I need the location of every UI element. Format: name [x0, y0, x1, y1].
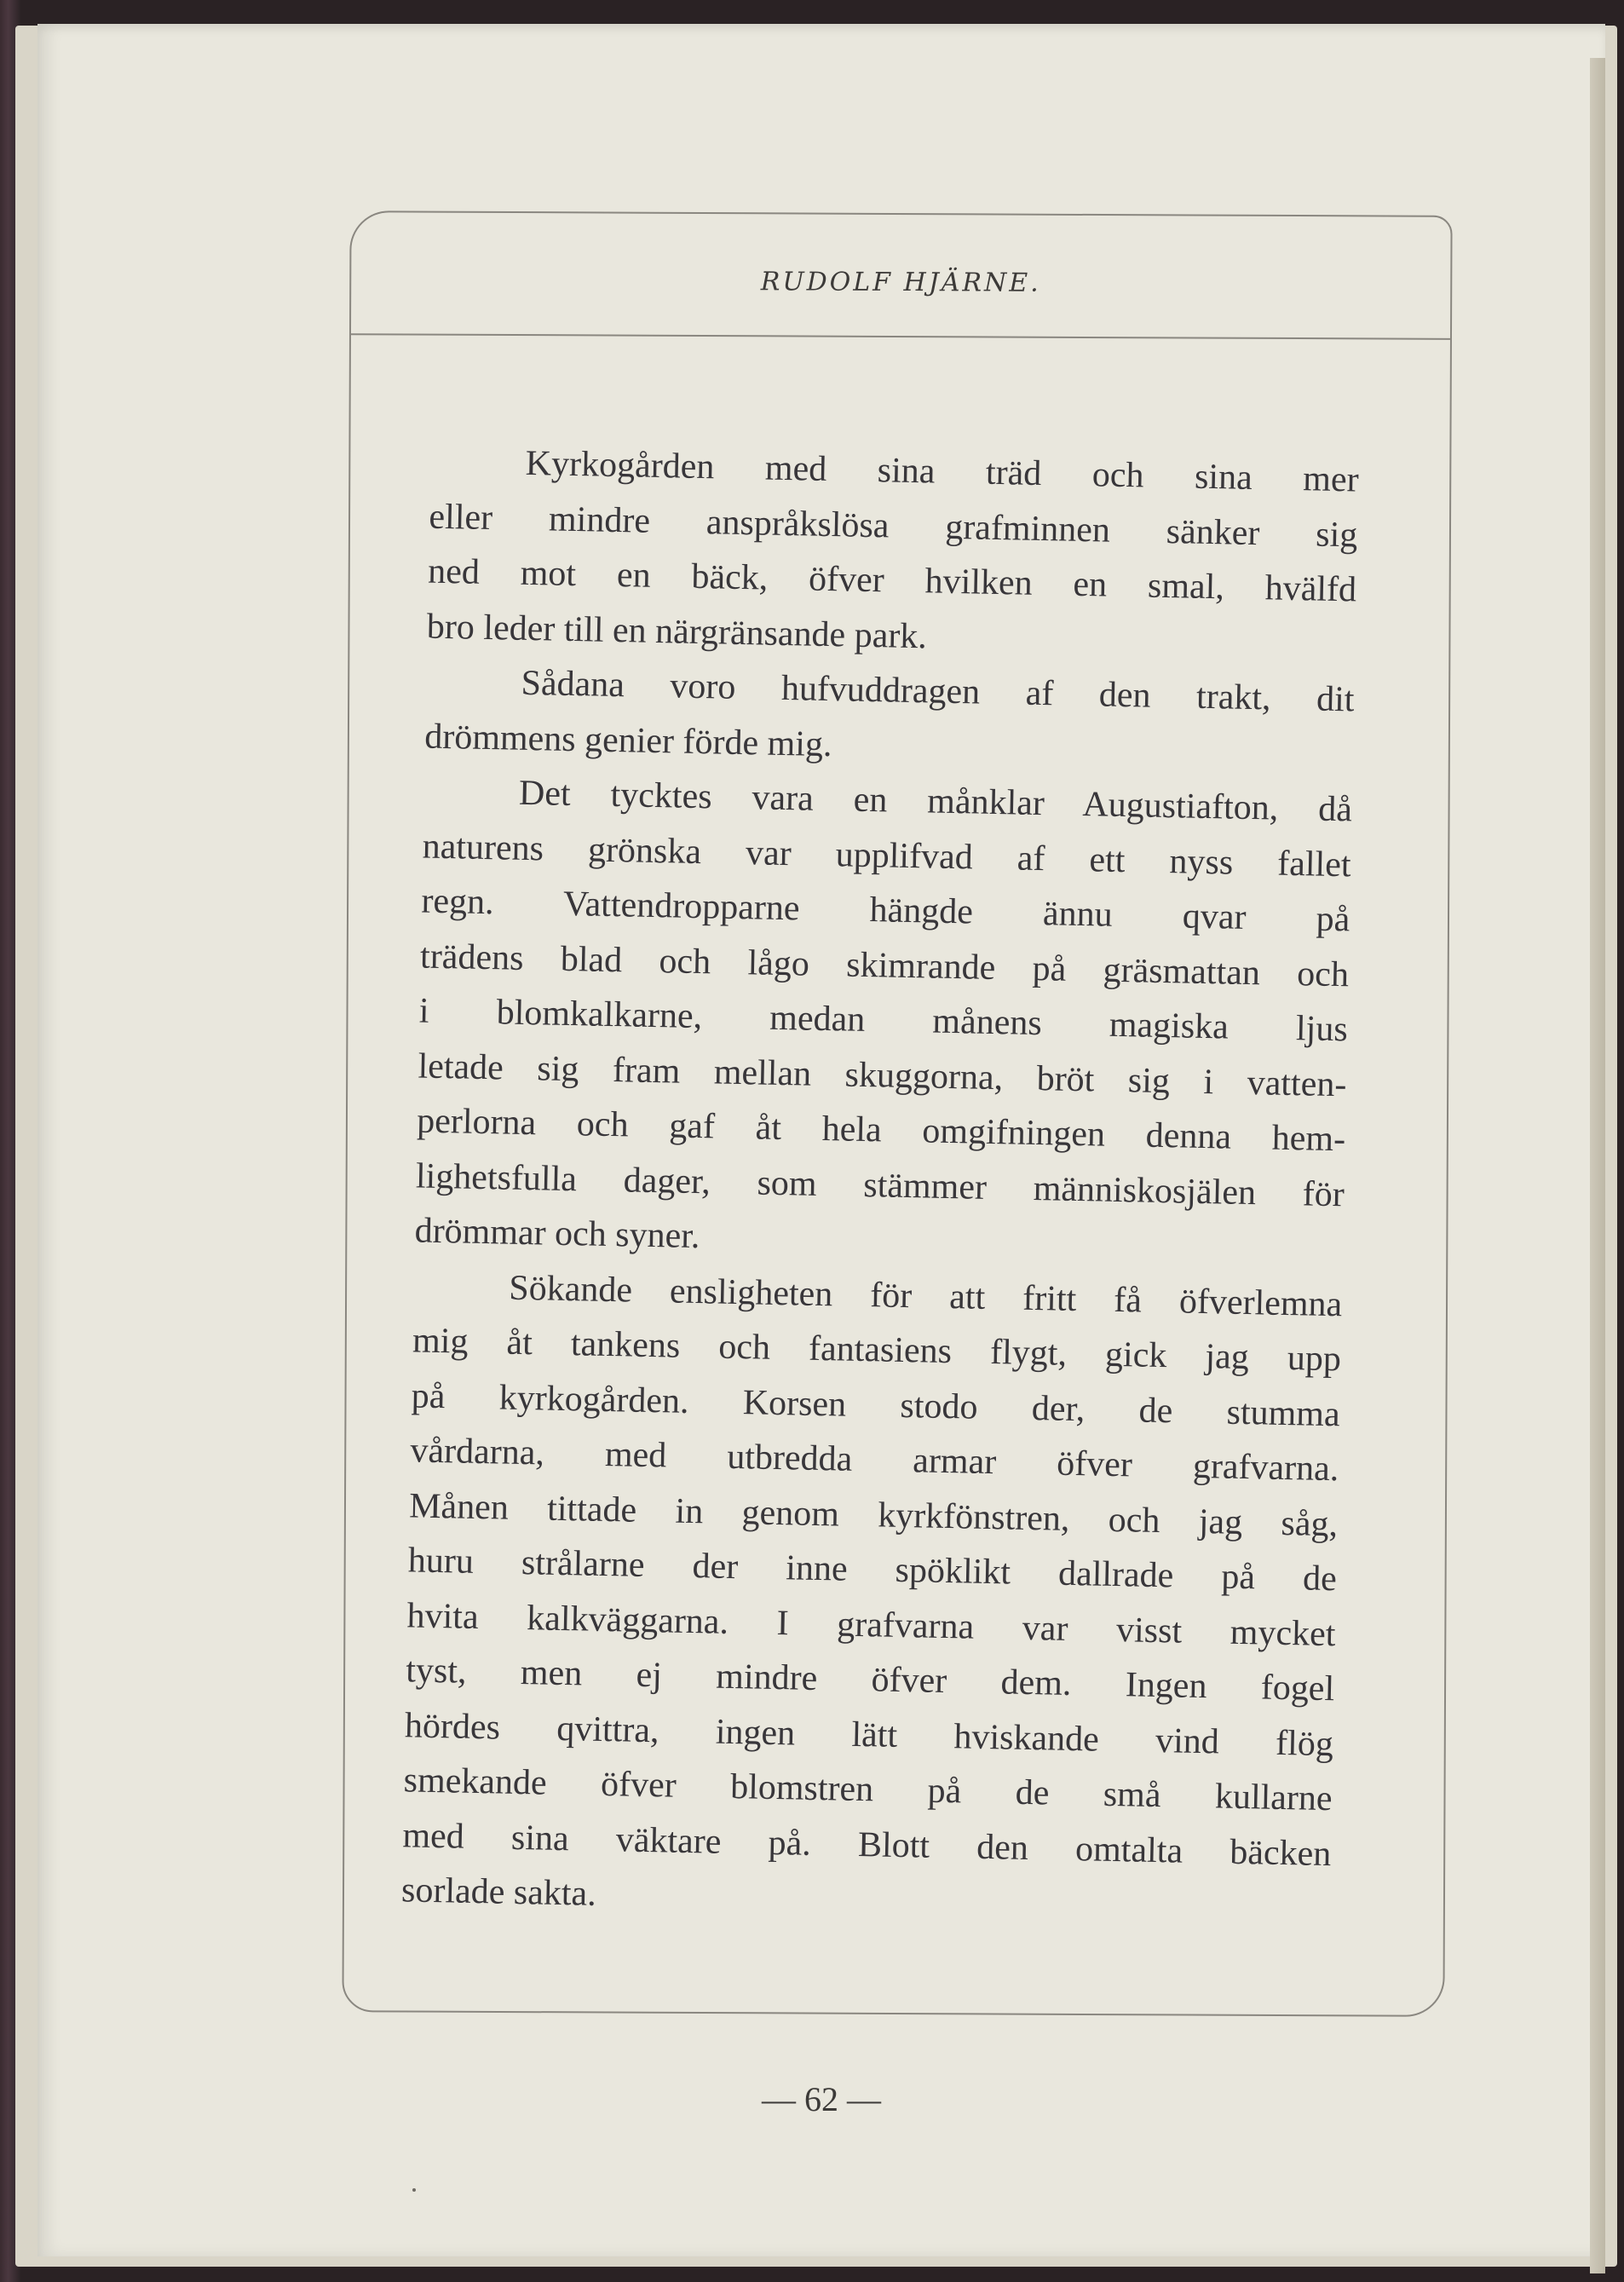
text-line: Månen tittade in genom kyrkfönstren, och jag såg, [408, 1485, 1339, 1544]
text-line: perlorna och gaf åt hela omgifningen denna hem- [416, 1101, 1346, 1160]
body-text [401, 435, 1360, 1937]
paragraph [414, 764, 1352, 1277]
text-line: Sådana voro hufvuddragen af den trakt, dit [521, 663, 1355, 720]
text-line: trädens blad och lågo skimrande på gräsmattan och [419, 936, 1350, 994]
paper-speck [412, 2188, 416, 2192]
text-line: på kyrkogården. Korsen stodo der, de stumma [411, 1375, 1341, 1434]
paragraph [401, 1259, 1343, 1937]
paragraph [426, 435, 1359, 673]
page-fore-edge [1590, 58, 1605, 2273]
text-line: eller mindre anspråkslösa grafminnen sänker sig [429, 497, 1358, 555]
page-number: — 62 — [762, 2080, 881, 2118]
text-line: sorlade sakta. [400, 1870, 597, 1914]
text-line: Kyrkogården med sina träd och sina mer [525, 443, 1360, 500]
page [37, 24, 1605, 2256]
text-line: hvita kalkväggarna. I grafvarna var visst mycket [406, 1595, 1336, 1654]
text-line: huru strålarne der inne spöklikt dallrade på de [407, 1541, 1338, 1599]
text-frame [342, 210, 1452, 2017]
text-line: naturens grönska var upplifvad af ett nyss fallet [422, 827, 1352, 885]
text-line: hördes qvittra, ingen lätt hviskande vind flög [404, 1705, 1334, 1764]
text-line: letade sig fram mellan skuggorna, bröt sig i vatten- [418, 1046, 1347, 1104]
text-line: drömmar och syner. [414, 1211, 700, 1257]
text-line: smekande öfver blomstren på de små kullarne [403, 1760, 1333, 1819]
text-line: regn. Vattendropparne hängde ännu qvar på [421, 881, 1350, 940]
running-head: RUDOLF HJÄRNE. [760, 267, 1041, 298]
text-line: Sökande ensligheten för att fritt få öfverlemna [508, 1268, 1343, 1324]
text-line: lighetsfulla dager, som stämmer människosjälen för [415, 1155, 1345, 1214]
header-rule [351, 333, 1450, 340]
text-line: i blomkalkarne, medan månens magiska ljus [418, 991, 1349, 1050]
paragraph [424, 654, 1355, 783]
text-line: med sina väktare på. Blott den omtalta bäcken [402, 1815, 1332, 1874]
text-line: vårdarna, med utbredda armar öfver grafvarna. [410, 1431, 1339, 1490]
text-line: bro leder till en närgränsande park. [426, 607, 928, 656]
text-line: ned mot en bäck, öfver hvilken en smal, hvälfd [427, 551, 1357, 610]
text-line: drömmens genier förde mig. [423, 717, 832, 764]
text-line: Det tycktes vara en månklar Augustiafton, då [518, 773, 1353, 830]
text-line: tyst, men ej mindre öfver dem. Ingen fogel [405, 1651, 1335, 1709]
text-line: mig åt tankens och fantasiens flygt, gick jag upp [412, 1321, 1342, 1380]
